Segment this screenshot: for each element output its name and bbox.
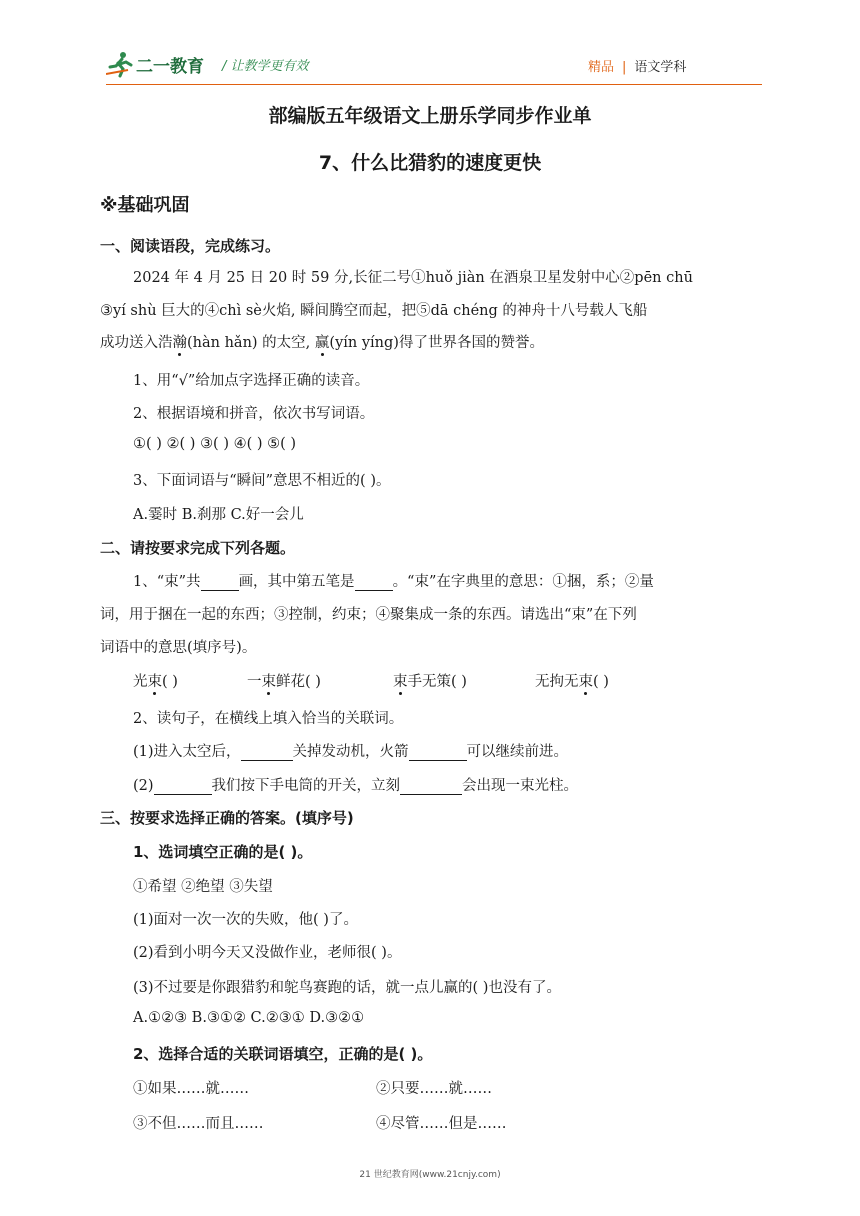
blank-line[interactable] (400, 780, 462, 795)
q1-heading: 一、阅读语段，完成练习。 (100, 237, 281, 255)
text-seg: (2) (133, 778, 154, 794)
q2-word-3 (393, 670, 467, 691)
dotted-char: 束 (147, 674, 162, 690)
text-seg: 鲜花( ) (276, 674, 321, 690)
lesson-title: 7、什么比猎豹的速度更快 (318, 152, 542, 174)
q2-heading: 二、请按要求完成下列各题。 (100, 539, 296, 557)
header-tags (588, 56, 686, 75)
q2-s2-line1 (133, 740, 568, 761)
q1-sub3-options: A.霎时 B.刹那 C.好一会儿 (133, 507, 304, 523)
q1-sub1: 1、用“√”给加点字选择正确的读音。 (133, 373, 370, 389)
text-seg: (yín yíng)得了世界各国的赞誉。 (329, 335, 544, 351)
dotted-char: 束 (578, 674, 593, 690)
q3-s2-option2: ②只要……就…… (376, 1081, 492, 1097)
q1-para-line3 (100, 331, 544, 352)
q3-s1-line1: (1)面对一次一次的失败，他( )了。 (133, 912, 358, 928)
text-seg: 一 (247, 674, 262, 690)
q1-para-line1: 2024 年 4 月 25 日 20 时 59 分,长征二号①huǒ jiàn 在酒泉卫星发射中心②pēn chū (133, 270, 693, 286)
text-seg: 画，其中第五笔是 (238, 574, 355, 590)
section-basic: ※基础巩固 (100, 195, 190, 216)
q3-s2: 2、选择合适的关联词语填空，正确的是( )。 (133, 1045, 433, 1063)
text-seg: 光 (133, 674, 148, 690)
text-seg: 可以继续前进。 (466, 744, 569, 760)
q2-s1-line3: 词语中的意思(填序号)。 (100, 640, 257, 656)
text-seg: 1、“束”共 (133, 574, 201, 590)
runner-logo-icon (106, 50, 134, 78)
q3-s1-words: ①希望 ②绝望 ③失望 (133, 879, 273, 895)
text-seg: (1)进入太空后， (133, 744, 241, 760)
quality-tag: 精品 (588, 60, 615, 75)
q2-word-1 (133, 670, 178, 691)
text-seg: ( ) (593, 674, 609, 690)
text-seg: 。“束”在字典里的意思：①捆，系；②量 (392, 574, 654, 590)
text-seg: 手无策( ) (407, 674, 467, 690)
text-seg: 会出现一束光柱。 (462, 778, 579, 794)
text-seg: 无拘无 (535, 674, 579, 690)
text-seg: 我们按下手电筒的开关，立刻 (211, 778, 401, 794)
q3-s1-line3: (3)不过要是你跟猎豹和鸵鸟赛跑的话，就一点儿赢的( )也没有了。 (133, 980, 561, 996)
q3-s1-options: A.①②③ B.③①② C.②③① D.③②① (133, 1010, 365, 1026)
dotted-char: 瀚 (172, 335, 187, 351)
q3-s1: 1、选词填空正确的是( )。 (133, 843, 313, 861)
q1-para-line2: ③yí shù 巨大的④chì sè火焰, 瞬间腾空而起，把⑤dā chéng 的神舟十八号载人飞船 (100, 303, 648, 319)
blank-line[interactable] (201, 576, 239, 591)
dotted-char: 束 (393, 674, 408, 690)
q2-s1-line2: 词，用于捆在一起的东西；③控制，约束；④聚集成一条的东西。请选出“束”在下列 (100, 607, 637, 623)
subject-tag: 语文学科 (634, 60, 687, 75)
q3-s2-option4: ④尽管……但是…… (376, 1116, 507, 1132)
header-divider (106, 84, 762, 85)
dotted-char: 束 (261, 674, 276, 690)
page-footer: 21 世纪教育网(www.21cnjy.com) (359, 1170, 501, 1180)
text-seg: 关掉发动机，火箭 (292, 744, 409, 760)
q3-s1-line2: (2)看到小明今天又没做作业，老师很( )。 (133, 945, 402, 961)
text-seg: (hàn hǎn) 的太空, (187, 335, 315, 351)
q2-word-4 (535, 670, 609, 691)
q2-s2: 2、读句子，在横线上填入恰当的关联词。 (133, 711, 404, 727)
q2-s2-line2 (133, 774, 578, 795)
q3-s2-option3: ③不但……而且…… (133, 1116, 264, 1132)
q3-heading: 三、按要求选择正确的答案。(填序号) (100, 809, 354, 827)
blank-line[interactable] (154, 780, 212, 795)
dotted-char: 赢 (314, 335, 330, 351)
text-seg: ( ) (162, 674, 178, 690)
blank-line[interactable] (355, 576, 393, 591)
q1-sub2: 2、根据语境和拼音，依次书写词语。 (133, 406, 375, 422)
blank-line[interactable] (241, 746, 293, 761)
q1-sub3: 3、下面词语与“瞬间”意思不相近的( )。 (133, 473, 391, 489)
logo-text: 二一教育 (136, 57, 204, 77)
q3-s2-option1: ①如果……就…… (133, 1081, 249, 1097)
q2-s1-line1 (133, 570, 654, 591)
header-separator: | (622, 60, 627, 75)
q1-sub2-blanks: ①( ) ②( ) ③( ) ④( ) ⑤( ) (133, 436, 297, 452)
text-seg: 成功送入浩 (100, 335, 173, 351)
blank-line[interactable] (409, 746, 467, 761)
page-title: 部编版五年级语文上册乐学同步作业单 (268, 105, 592, 127)
q2-word-2 (247, 670, 321, 691)
slogan: / 让教学更有效 (222, 59, 309, 74)
site-logo (106, 50, 226, 78)
